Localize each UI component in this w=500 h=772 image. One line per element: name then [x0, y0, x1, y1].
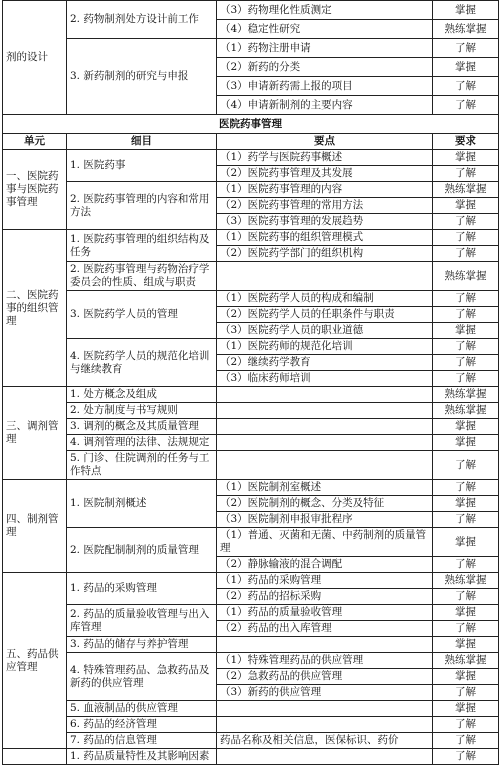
- requirement-cell: 了解: [433, 339, 499, 355]
- table-row: [3, 605, 499, 621]
- table-row: [3, 451, 499, 480]
- point-cell: （1）特殊管理药品的供应管理: [217, 653, 433, 669]
- point-cell: （2）新药的分类: [217, 58, 433, 77]
- unit-cell: 二、医院药事的组织管理: [3, 230, 67, 387]
- requirement-cell: 熟练掌握: [433, 653, 499, 669]
- table-row: [3, 1, 499, 20]
- unit-cell: 四、制剂管理: [3, 480, 67, 573]
- point-cell: [217, 637, 433, 653]
- table-row: [3, 387, 499, 403]
- subitem-cell: 2. 医院药事管理与药物治疗学委员会的性质、组成与职责: [67, 262, 217, 291]
- point-cell: （2）药品的出入库管理: [217, 621, 433, 637]
- point-cell: （1）药品的采购管理: [217, 573, 433, 589]
- point-cell: [217, 419, 433, 435]
- table-row: [3, 182, 499, 198]
- table-row: [3, 653, 499, 669]
- point-cell: [217, 262, 433, 291]
- column-header-sub: 细目: [67, 134, 217, 150]
- table-row: [3, 480, 499, 496]
- requirement-cell: 了解: [433, 733, 499, 749]
- point-cell: （2）静脉输液的混合调配: [217, 557, 433, 573]
- requirement-cell: 了解: [433, 96, 499, 115]
- subitem-cell: 5. 血液制品的供应管理: [67, 701, 217, 717]
- requirement-cell: 了解: [433, 246, 499, 262]
- point-cell: （1）药学与医院药事概述: [217, 150, 433, 166]
- subitem-cell: 1. 处方概念及组成: [67, 387, 217, 403]
- requirement-cell: 掌握: [433, 198, 499, 214]
- requirement-cell: 熟练掌握: [433, 20, 499, 39]
- point-cell: （1）药物注册申请: [217, 39, 433, 58]
- subitem-cell: 3. 医院药学人员的管理: [67, 291, 217, 339]
- subitem-cell: 2. 处方制度与书写规则: [67, 403, 217, 419]
- point-cell: [217, 451, 433, 480]
- subitem-cell: 1. 医院药事: [67, 150, 217, 182]
- requirement-cell: 了解: [433, 557, 499, 573]
- table-row: [3, 150, 499, 166]
- point-cell: （3）医院药学人员的职业道德: [217, 323, 433, 339]
- requirement-cell: 了解: [433, 717, 499, 733]
- header-row: [3, 134, 499, 150]
- point-cell: （2）医院药事管理的常用方法: [217, 198, 433, 214]
- requirement-cell: 了解: [433, 355, 499, 371]
- unit-cell: 五、药品供应管理: [3, 573, 67, 749]
- table-row: [3, 339, 499, 355]
- requirement-cell: 了解: [433, 166, 499, 182]
- subitem-cell: 7. 药品的信息管理: [67, 733, 217, 749]
- requirement-cell: 掌握: [433, 605, 499, 621]
- requirement-cell: 了解: [433, 39, 499, 58]
- requirement-cell: 了解: [433, 621, 499, 637]
- point-cell: （1）普通、灭菌和无菌、中药制剂的质量管理: [217, 528, 433, 557]
- subitem-cell: 5. 门诊、住院调剂的任务与工作特点: [67, 451, 217, 480]
- subitem-cell: 1. 药品质量特性及其影响因素: [67, 749, 217, 765]
- table-row: [3, 573, 499, 589]
- point-cell: （2）急救药品的供应管理: [217, 669, 433, 685]
- unit-cell: 一、医院药事与医院药事管理: [3, 150, 67, 230]
- point-cell: [217, 717, 433, 733]
- subitem-cell: 1. 医院药事管理的组织结构及任务: [67, 230, 217, 262]
- subitem-cell: 3. 药品的储存与养护管理: [67, 637, 217, 653]
- requirement-cell: 掌握: [433, 669, 499, 685]
- requirement-cell: 掌握: [433, 150, 499, 166]
- unit-cell: 三、调剂管理: [3, 387, 67, 480]
- subitem-cell: 2. 医院药事管理的内容和常用方法: [67, 182, 217, 230]
- point-cell: （3）新药的供应管理: [217, 685, 433, 701]
- table-row: [3, 262, 499, 291]
- point-cell: [217, 387, 433, 403]
- table-row: [3, 419, 499, 435]
- requirement-cell: 了解: [433, 589, 499, 605]
- point-cell: [217, 435, 433, 451]
- subitem-cell: 1. 药品的采购管理: [67, 573, 217, 605]
- requirement-cell: 了解: [433, 451, 499, 480]
- requirement-cell: 掌握: [433, 1, 499, 20]
- requirement-cell: 熟练掌握: [433, 182, 499, 198]
- table-row: [3, 291, 499, 307]
- requirement-cell: 掌握: [433, 496, 499, 512]
- requirement-cell: 了解: [433, 512, 499, 528]
- requirement-cell: 了解: [433, 371, 499, 387]
- point-cell: （2）医院制剂的概念、分类及特征: [217, 496, 433, 512]
- point-cell: （3）医院药事管理的发展趋势: [217, 214, 433, 230]
- column-header-req: 要求: [433, 134, 499, 150]
- subitem-cell: 2. 药品的质量验收管理与出入库管理: [67, 605, 217, 637]
- requirement-cell: 了解: [433, 230, 499, 246]
- point-cell: （1）药品的质量验收管理: [217, 605, 433, 621]
- requirement-cell: 掌握: [433, 528, 499, 557]
- point-cell: （1）医院药事管理的内容: [217, 182, 433, 198]
- table-row: [3, 435, 499, 451]
- requirement-cell: 了解: [433, 291, 499, 307]
- requirement-cell: 了解: [433, 685, 499, 701]
- table-row: [3, 733, 499, 749]
- point-cell: （2）医院药学人员的任职条件与职责: [217, 307, 433, 323]
- point-cell: （3）临床药师培训: [217, 371, 433, 387]
- point-cell: （2）医院药事管理及其发展: [217, 166, 433, 182]
- point-cell: （2）继续药学教育: [217, 355, 433, 371]
- subitem-cell: 3. 新药制剂的研究与申报: [67, 39, 217, 115]
- table-row: [3, 403, 499, 419]
- subitem-cell: 2. 医院配制制剂的质量管理: [67, 528, 217, 573]
- subitem-cell: 6. 药品的经济管理: [67, 717, 217, 733]
- table-row: [3, 637, 499, 653]
- requirement-cell: 了解: [433, 749, 499, 765]
- point-cell: （1）医院制剂室概述: [217, 480, 433, 496]
- point-cell: [217, 701, 433, 717]
- requirement-cell: 了解: [433, 214, 499, 230]
- table-row: [3, 717, 499, 733]
- table-row: [3, 230, 499, 246]
- column-header-unit: 单元: [3, 134, 67, 150]
- point-cell: [217, 403, 433, 419]
- point-cell: （2）药品的招标采购: [217, 589, 433, 605]
- point-cell: （3）药物理化性质测定: [217, 1, 433, 20]
- requirement-cell: 掌握: [433, 701, 499, 717]
- section-title: 医院药事管理: [3, 115, 499, 134]
- requirement-cell: 掌握: [433, 323, 499, 339]
- subitem-cell: 2. 药物制剂处方设计前工作: [67, 1, 217, 39]
- point-cell: （3）医院制剂申报审批程序: [217, 512, 433, 528]
- subitem-cell: 4. 医院药学人员的规范化培训与继续教育: [67, 339, 217, 387]
- requirement-cell: 熟练掌握: [433, 403, 499, 419]
- subitem-cell: 4. 特殊管理药品、急救药品及新药的供应管理: [67, 653, 217, 701]
- requirement-cell: 掌握: [433, 419, 499, 435]
- table-row: [3, 749, 499, 765]
- unit-cell: 剂的设计: [3, 1, 67, 115]
- section-title-row: [3, 115, 499, 134]
- subitem-cell: 3. 调剂的概念及其质量管理: [67, 419, 217, 435]
- subitem-cell: 4. 调剂管理的法律、法规规定: [67, 435, 217, 451]
- table-row: [3, 528, 499, 557]
- point-cell: （1）医院药师的规范化培训: [217, 339, 433, 355]
- requirement-cell: 了解: [433, 480, 499, 496]
- point-cell: （2）医院药学部门的组织机构: [217, 246, 433, 262]
- table-row: [3, 39, 499, 58]
- point-cell: [217, 749, 433, 765]
- point-cell: （4）申请新制剂的主要内容: [217, 96, 433, 115]
- point-cell: （1）医院药事的组织管理模式: [217, 230, 433, 246]
- requirement-cell: 了解: [433, 77, 499, 96]
- point-cell: （3）申请新药需上报的项目: [217, 77, 433, 96]
- unit-cell: [3, 749, 67, 765]
- requirement-cell: 掌握: [433, 637, 499, 653]
- requirement-cell: 掌握: [433, 58, 499, 77]
- subitem-cell: 1. 医院制剂概述: [67, 480, 217, 528]
- point-cell: （1）医院药学人员的构成和编制: [217, 291, 433, 307]
- requirement-cell: 熟练掌握: [433, 262, 499, 291]
- requirement-cell: 了解: [433, 307, 499, 323]
- point-cell: 药品名称及相关信息，医保标识、药价: [217, 733, 433, 749]
- requirement-cell: 熟练掌握: [433, 387, 499, 403]
- column-header-point: 要点: [217, 134, 433, 150]
- table-row: [3, 701, 499, 717]
- requirement-cell: 熟练掌握: [433, 573, 499, 589]
- syllabus-table: [2, 0, 499, 765]
- requirement-cell: 掌握: [433, 435, 499, 451]
- syllabus-page: [2, 0, 498, 765]
- point-cell: （4）稳定性研究: [217, 20, 433, 39]
